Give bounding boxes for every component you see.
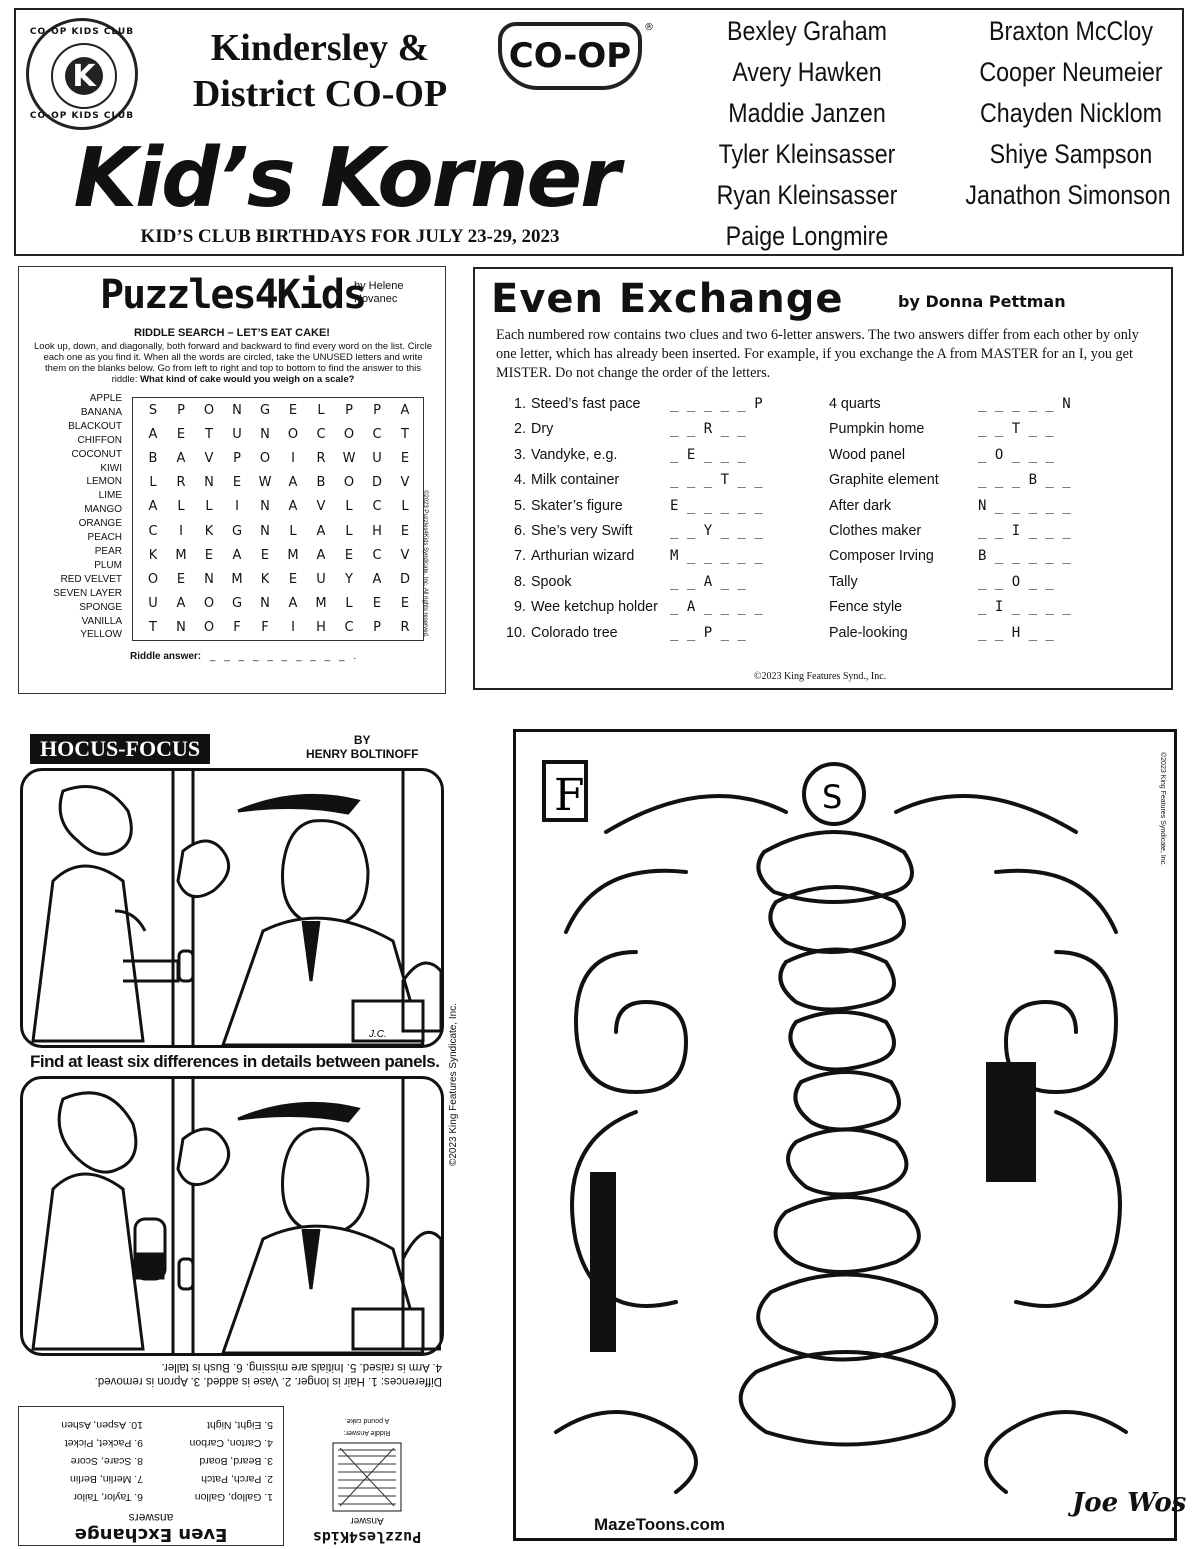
clue-number: 9. [514,599,526,616]
grid-letter: O [203,596,215,612]
page-title: Kid’s Korner [73,131,619,226]
clue-number: 8. [514,573,526,590]
grid-letter: L [401,499,409,515]
grid-letter: K [260,571,270,587]
grid-letter: A [148,426,158,442]
grid-letter: A [372,571,382,587]
grid-letter: G [259,402,271,418]
logo-ring-text-bottom: CO-OP KIDS CLUB [29,111,135,121]
riddle-search-heading: RIDDLE SEARCH – LET’S EAT CAKE! [134,327,330,339]
answer-blanks-left: _ _ _ T _ _ [670,472,763,489]
answer-blanks-right: _ _ T _ _ [978,421,1054,438]
answer-item: 10. Aspen, Ashen [61,1419,143,1431]
answer-blanks-left: _ _ R _ _ [670,421,746,438]
grid-row [133,495,423,519]
cartoon-panel-bottom [20,1076,444,1356]
grid-letter: H [316,620,326,636]
answer-blanks-left: M _ _ _ _ _ [670,548,763,565]
word-list-item: MANGO [84,504,122,516]
kids-club-logo [26,18,138,130]
clue-left: Colorado tree [531,624,618,641]
logo-k-mark: K [65,57,103,95]
coop-logo: CO-OP [498,22,642,90]
registered-mark: ® [644,22,654,33]
grid-letter: E [372,596,382,612]
answer-blanks-left: _ _ A _ _ [670,573,746,590]
grid-letter: A [316,547,326,563]
answer-item: 7. Merlin, Berlin [70,1473,143,1485]
answers-section [18,1404,438,1546]
birthday-name: Ryan Kleinsasser [716,180,898,210]
grid-row [133,519,423,543]
grid-letter: C [316,426,326,442]
birthday-name: Cooper Neumeier [979,57,1163,87]
grid-letter: V [204,450,214,466]
grid-row [133,422,423,446]
grid-letter: A [288,596,298,612]
answer-blanks-left: E _ _ _ _ _ [670,497,763,514]
grid-letter: E [288,402,298,418]
byline-line1: by Helene [354,280,404,292]
word-list-item: PEAR [94,545,122,557]
hocus-focus-differences [26,1360,442,1388]
clue-left: Milk container [531,472,620,489]
grid-letter: O [203,402,215,418]
grid-letter: V [400,547,410,563]
grid-letter: O [259,450,271,466]
clue-left: Dry [531,421,554,438]
mini-riddle-label: Riddle Answer: [343,1429,391,1436]
word-list-item: PLUM [94,559,122,571]
grid-letter: A [176,596,186,612]
answer-blanks-right: _ _ H _ _ [978,624,1054,641]
grid-letter: R [316,450,326,466]
grid-letter: R [176,475,186,491]
clue-right: Fence style [829,599,903,616]
clue-right: 4 quarts [829,396,881,412]
grid-letter: M [231,571,243,587]
answer-item: 8. Scare, Score [70,1455,143,1467]
grid-letter: O [287,426,299,442]
logo-ring-text-top: CO-OP KIDS CLUB [29,27,135,37]
word-list-item: VANILLA [81,615,122,627]
answer-item: 5. Eight, Night [207,1419,273,1431]
store-name [150,26,490,117]
answer-item: 2. Parch, Patch [201,1473,273,1485]
grid-letter: A [232,547,242,563]
birthday-name: Avery Hawken [732,57,882,87]
clue-left: Spook [531,573,572,590]
cartoon-illustration [23,1079,441,1353]
grid-letter: A [400,402,410,418]
answer-blanks-right: _ _ O _ _ [978,573,1054,590]
grid-row [133,446,423,470]
word-list-item: PEACH [87,532,122,544]
clue-right: Tally [829,573,858,590]
grid-letter: T [401,426,409,442]
maze-panel [513,729,1177,1541]
birthday-name: Janathon Simonson [965,180,1171,210]
word-list-item: LIME [98,490,122,502]
grid-letter: P [345,402,353,418]
word-list-item: APPLE [89,393,122,404]
grid-letter: A [316,523,326,539]
grid-letter: L [289,523,297,539]
hocus-focus-prompt: Find at least six differences in details between panels. [30,1052,440,1071]
riddle-question: What kind of cake would you weigh on a scale? [140,374,355,385]
clue-number: 1. [514,396,526,412]
grid-letter: E [400,450,410,466]
grid-letter: A [288,499,298,515]
grid-letter: C [372,426,382,442]
grid-letter: U [316,571,326,587]
grid-letter: E [204,547,214,563]
clue-number: 3. [514,446,526,463]
grid-letter: F [261,620,269,636]
word-list-item: KIWI [100,462,122,474]
grid-letter: W [342,450,356,466]
grid-letter: A [288,475,298,491]
store-name-line1: Kindersley & [210,27,430,69]
grid-letter: C [344,620,354,636]
grid-letter: F [233,620,241,636]
birthday-name: Maddie Janzen [728,98,886,128]
answer-blanks-right: _ _ _ B _ _ [978,472,1071,489]
word-list-item: ORANGE [78,518,122,530]
grid-letter: P [177,402,185,418]
clue-right: Pale-looking [829,624,908,641]
store-name-line2: District CO-OP [192,72,448,115]
hocus-focus-byline [306,733,418,761]
answer-item: 6. Taylor, Tailor [73,1491,143,1503]
birthday-name: Tyler Kleinsasser [718,139,896,169]
grid-row [133,592,423,616]
grid-letter: E [288,571,298,587]
clue-left: Skater’s figure [531,497,623,514]
answer-item: 3. Beard, Board [199,1455,273,1467]
word-list-item: BLACKOUT [68,420,122,432]
answer-blanks-left: _ E _ _ _ [670,446,746,463]
mini-solution-grid [332,1442,402,1512]
answer-blanks-left: _ A _ _ _ _ [670,599,763,616]
maze-artist-signature: Joe Wos [1072,1488,1187,1518]
answer-blanks-right: _ I _ _ _ _ [978,599,1071,616]
even-exchange-copyright: ©2023 King Features Synd., Inc. [753,671,887,682]
answer-blanks-left: _ _ Y _ _ _ [670,523,763,539]
grid-letter: N [260,523,270,539]
differences-line1: Differences: 1. Hair is longer. 2. Vase is added. 3. Apron is removed. [94,1375,442,1387]
maze-copyright: ©2023 King Features Syndicate, Inc. [1159,752,1166,867]
artist-initials: J.C. [369,1029,387,1040]
word-list-item: CHIFFON [77,434,122,446]
clue-left: She’s very Swift [531,523,633,539]
grid-letter: L [345,499,353,515]
grid-letter: C [372,499,382,515]
differences-line2: 4. Arm is raised. 5. Initials are missing. 6. Bush is taller. [161,1361,442,1373]
instructions-text: Look up, down, and diagonally, both forward and backward to find every word on the list. Circle each one as you find it. When all the words are circled, take the UNUSED letters and write them on the blanks below. Go from left to right and top to bottom to find the answer to this riddle: [34,341,432,385]
grid-letter: N [260,596,270,612]
grid-letter: I [235,499,239,515]
grid-letter: L [177,499,185,515]
birthday-name: Braxton McCloy [989,16,1153,46]
clue-left: Arthurian wizard [531,548,635,565]
grid-row [133,543,423,567]
riddle-instructions [34,341,432,385]
grid-letter: E [400,523,410,539]
word-list-item: RED VELVET [60,573,122,585]
grid-letter: H [372,523,382,539]
grid-letter: D [371,475,382,491]
grid-letter: U [372,450,382,466]
answer-blanks-right: _ _ _ _ _ N [978,396,1071,412]
clue-number: 7. [514,548,526,565]
grid-letter: K [148,547,158,563]
riddle-answer-label: Riddle answer: [130,651,202,662]
grid-letter: G [231,596,243,612]
grid-letter: E [344,547,354,563]
grid-letter: C [372,547,382,563]
grid-letter: E [260,547,270,563]
cartoon-panel-top [20,768,444,1048]
grid-letter: B [148,450,158,466]
clue-right: Wood panel [829,446,906,463]
answer-blanks-right: B _ _ _ _ _ [978,548,1071,565]
grid-letter: O [203,620,215,636]
maze-start-letter: F [554,770,585,821]
grid-letter: P [233,450,241,466]
grid-letter: G [231,523,243,539]
grid-letter: M [175,547,187,563]
clue-left: Wee ketchup holder [531,599,658,616]
answers-subtitle: answers [128,1511,174,1525]
clue-right: Graphite element [829,472,939,489]
clue-right: Clothes maker [829,523,922,539]
grid-letter: E [176,426,186,442]
grid-letter: R [400,620,410,636]
grid-letter: V [316,499,326,515]
grid-letter: W [258,475,272,491]
grid-letter: I [291,450,295,466]
birthday-name: Chayden Nicklom [980,98,1162,128]
grid-letter: T [205,426,213,442]
word-list-item: YELLOW [80,629,122,641]
grid-letter: V [400,475,410,491]
grid-letter: O [147,571,159,587]
grid-letter: T [149,620,157,636]
grid-letter: O [343,426,355,442]
grid-letter: I [179,523,183,539]
answer-blanks-right: N _ _ _ _ _ [978,497,1071,514]
answer-item: 9. Packet, Picket [64,1437,143,1449]
answer-blanks-right: _ _ I _ _ _ [978,523,1071,539]
puzzles4kids-byline [354,280,404,306]
clue-number: 10. [506,624,526,641]
grid-letter: L [149,475,157,491]
birthday-name: Paige Longmire [725,221,889,251]
grid-row [133,567,423,591]
grid-letter: E [400,596,410,612]
grid-letter: P [373,402,381,418]
clue-number: 5. [514,497,526,514]
answer-item: 4. Carton, Carbon [189,1437,273,1449]
puzzles4kids-copyright: ©2023 Puzzles4Kids Syndicate, Inc. All rights reserved. [422,490,428,638]
answer-blanks-left: _ _ P _ _ [670,624,746,641]
even-exchange-title: Even Exchange [491,276,844,322]
answer-item: 1. Gallop, Gallon [194,1491,273,1503]
word-list-item: SPONGE [79,601,122,613]
grid-letter: L [317,402,325,418]
grid-letter: A [148,499,158,515]
grid-letter: N [176,620,186,636]
cartoon-illustration [23,771,441,1045]
grid-letter: C [148,523,158,539]
grid-letter: N [260,499,270,515]
word-list-item: COCONUT [71,448,122,460]
grid-letter: S [148,402,158,418]
maze-finish-letter: S [822,778,843,816]
birthday-name: Bexley Graham [726,16,888,46]
word-search-grid [132,397,424,641]
even-exchange-instructions: Each numbered row contains two clues and two 6-letter answers. The two answers differ from each other by only one letter, which has already been inserted. For example, if you exchange the A from MASTER for an I, you get MISTER. Do not change the order of the letters. [496,327,1139,381]
grid-letter: O [343,475,355,491]
pancake-maze-illustration [516,732,1174,1538]
clue-number: 4. [514,472,526,489]
answers-title: Even Exchange [74,1524,228,1545]
grid-letter: N [204,475,214,491]
byline-line2: HENRY BOLTINOFF [306,747,419,761]
grid-letter: N [232,402,242,418]
grid-letter: U [232,426,242,442]
word-list-item: SEVEN LAYER [53,587,122,599]
even-exchange-answers [18,1406,284,1546]
grid-letter: N [260,426,270,442]
grid-row [133,616,423,640]
clue-left: Steed’s fast pace [531,396,641,412]
word-list-item: LEMON [86,476,122,488]
mini-title: Puzzles4Kids [312,1528,422,1546]
grid-letter: M [287,547,299,563]
grid-letter: N [204,571,214,587]
grid-row [133,471,423,495]
birthday-name: Shiye Sampson [989,139,1153,169]
puzzles4kids-title: Puzzles4Kids [100,272,365,318]
grid-letter: U [148,596,158,612]
clue-number: 6. [514,523,526,539]
mini-answer-label: Answer [350,1515,384,1526]
byline-line1: BY [353,733,371,747]
riddle-answer-line [130,651,359,662]
grid-row [133,398,423,422]
word-list-item: BANANA [80,406,122,418]
grid-letter: M [315,596,327,612]
clue-left: Vandyke, e.g. [531,446,618,463]
birthday-subtitle: KID’S CLUB BIRTHDAYS FOR JULY 23-29, 2023 [140,226,560,247]
grid-letter: B [316,475,326,491]
clue-right: Composer Irving [829,548,934,565]
grid-letter: L [345,523,353,539]
grid-letter: L [205,499,213,515]
hocus-focus-title: HOCUS-FOCUS [30,734,210,764]
grid-letter: K [204,523,214,539]
grid-letter: E [232,475,242,491]
hocus-focus-copyright: ©2023 King Features Syndicate, Inc. [448,1002,459,1166]
maze-website: MazeToons.com [594,1515,725,1534]
mini-riddle-answer: A pound cake. [344,1417,390,1424]
grid-letter: P [373,620,381,636]
clue-right: Pumpkin home [829,421,925,438]
grid-letter: Y [345,571,353,587]
word-list [34,392,122,642]
answer-blanks-left: _ _ _ _ _ P [670,396,763,412]
answer-blanks-right: _ O _ _ _ [978,446,1054,463]
clue-number: 2. [514,421,526,438]
byline-line2: Hovanec [354,293,398,305]
even-exchange-byline: by Donna Pettman [898,292,1066,311]
grid-letter: D [399,571,410,587]
riddle-answer-blanks: _ _ _ _ _ _ _ _ _ _ . [209,651,360,662]
clue-right: After dark [829,497,891,514]
grid-letter: L [345,596,353,612]
grid-letter: I [291,620,295,636]
puzzles4kids-answer [302,1406,432,1546]
grid-letter: E [176,571,186,587]
grid-letter: A [176,450,186,466]
